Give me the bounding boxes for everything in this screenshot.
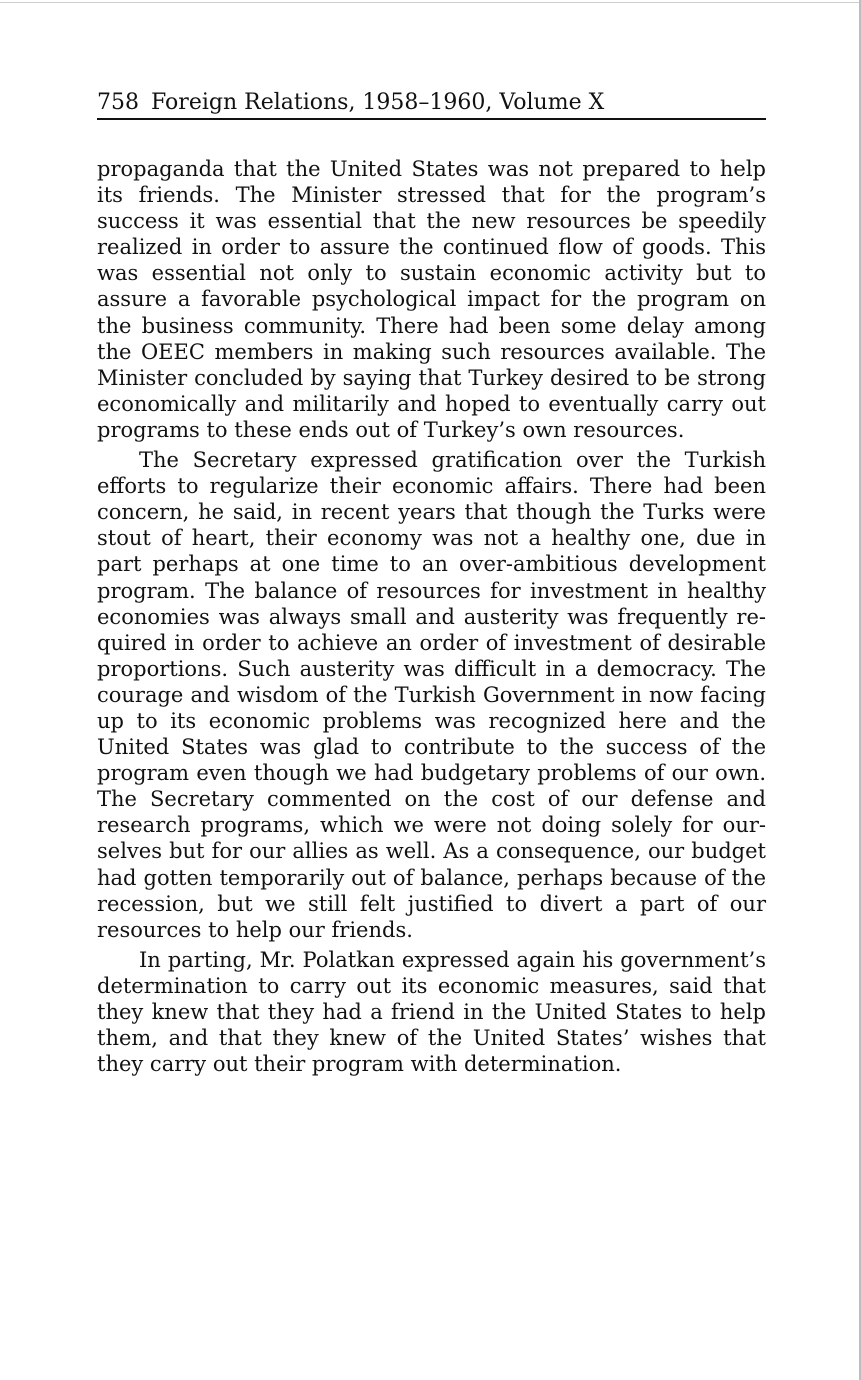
running-head — [97, 86, 766, 120]
paragraph-secretary-remarks: The Secretary expressed gratification over the Turkish efforts to regularize their economic affairs. There had been concern, he said, in recent years that though the Turks were stout of heart, their economy was not a healthy one, due in part perhaps at one time to an over-ambitious development program. The balance of resources for investment in healthy economies was always small and austerity was frequently required in order to achieve an order of investment of desirable proportions. Such austerity was difficult in a democracy. The courage and wisdom of the Turkish Government in now facing up to its economic problems was recognized here and the United States was glad to contribute to the success of the program even though we had budgetary problems of our own. The Secretary commented on the cost of our defense and research programs, which we were not doing solely for ourselves but for our allies as well. As a consequence, our budget had gotten temporarily out of balance, perhaps because of the recession, but we still felt justified to divert a part of our resources to help our friends. — [97, 448, 766, 942]
body-text — [97, 156, 766, 1077]
paragraph-parting: In parting, Mr. Polatkan expressed again his government’s determination to carry out its economic measures, said that they knew that they had a friend in the United States to help them, and that they knew of the United States’ wishes that they carry out their program with determination. — [97, 947, 766, 1077]
paragraph-continued: propaganda that the United States was not prepared to help its friends. The Minister stressed that for the program’s success it was essential that the new resources be speedily realized in order to assure the continued flow of goods. This was essential not only to sustain economic activity but to assure a favorable psychological impact for the program on the business community. There had been some delay among the OEEC members in making such resources available. The Minister concluded by saying that Turkey desired to be strong economically and militarily and hoped to eventually carry out programs to these ends out of Turkey’s own resources. — [97, 157, 766, 442]
page-number: 758 — [97, 90, 139, 115]
volume-title: Foreign Relations, 1958–1960, Volume X — [151, 90, 605, 115]
scan-top-edge — [0, 2, 861, 3]
